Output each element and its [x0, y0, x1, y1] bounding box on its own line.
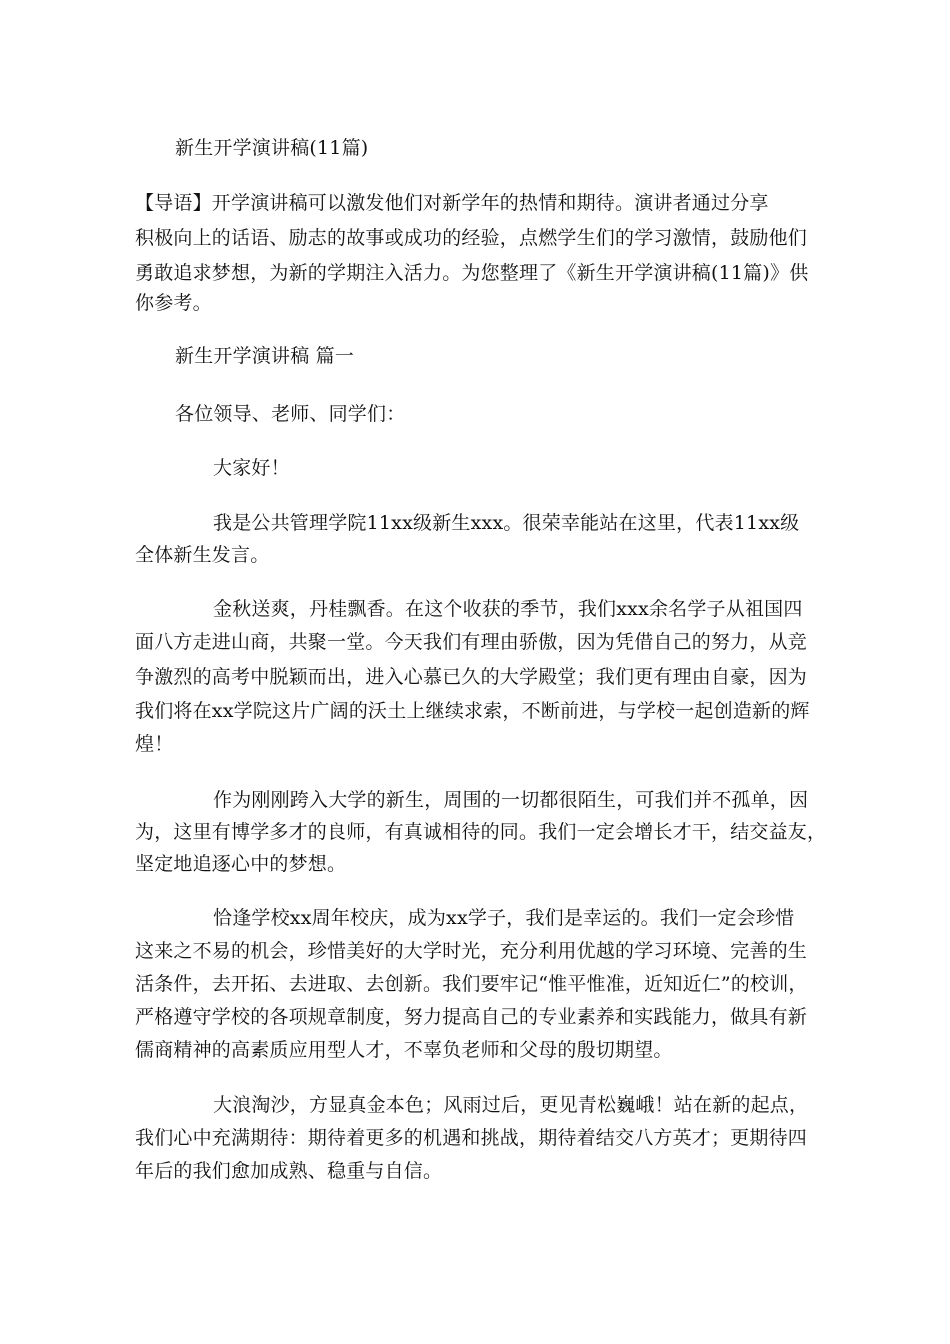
paragraph-line: 为，这里有博学多才的良师，有真诚相待的同。我们一定会增长才干，结交益友， [135, 821, 827, 843]
paragraph-line: 我们心中充满期待：期待着更多的机遇和挑战，期待着结交八方英才；更期待四 [135, 1127, 808, 1149]
intro-line: 你参考。 [135, 292, 212, 314]
intro-line: 【导语】开学演讲稿可以激发他们对新学年的热情和期待。演讲者通过分享 [135, 192, 769, 214]
paragraph-line: 全体新生发言。 [135, 544, 270, 566]
paragraph-line: 面八方走进山商，共聚一堂。今天我们有理由骄傲，因为凭借自己的努力，从竞 [135, 631, 808, 653]
paragraph-line: 活条件，去开拓、去进取、去创新。我们要牢记“惟平惟准，近知近仁”的校训， [135, 973, 808, 995]
paragraph-line: 严格遵守学校的各项规章制度，努力提高自己的专业素养和实践能力，做具有新 [135, 1006, 808, 1028]
section-heading: 新生开学演讲稿 篇一 [175, 345, 355, 367]
paragraph-line: 我们将在xx学院这片广阔的沃土上继续求索，不断前进，与学校一起创造新的辉 [135, 700, 810, 722]
paragraph-line: 大浪淘沙，方显真金本色；风雨过后，更见青松巍峨！站在新的起点， [213, 1094, 809, 1116]
paragraph-line: 年后的我们愈加成熟、稳重与自信。 [135, 1160, 443, 1182]
document-title: 新生开学演讲稿(11篇) [175, 137, 369, 159]
paragraph-line: 儒商精神的高素质应用型人才，不辜负老师和父母的殷切期望。 [135, 1039, 673, 1061]
intro-line: 勇敢追求梦想，为新的学期注入活力。为您整理了《新生开学演讲稿(11篇)》供 [135, 262, 809, 284]
paragraph-line: 作为刚刚跨入大学的新生，周围的一切都很陌生，可我们并不孤单，因 [213, 789, 809, 811]
greeting: 大家好！ [213, 457, 290, 479]
paragraph-line: 金秋送爽，丹桂飘香。在这个收获的季节，我们xxx余名学子从祖国四 [213, 598, 803, 620]
intro-line: 积极向上的话语、励志的故事或成功的经验，点燃学生们的学习激情，鼓励他们 [135, 227, 808, 249]
paragraph-line: 我是公共管理学院11xx级新生xxx。很荣幸能站在这里，代表11xx级 [213, 512, 800, 534]
paragraph-line: 煌！ [135, 733, 174, 755]
paragraph-line: 这来之不易的机会，珍惜美好的大学时光，充分利用优越的学习环境、完善的生 [135, 940, 808, 962]
paragraph-line: 争激烈的高考中脱颖而出，进入心慕已久的大学殿堂；我们更有理由自豪，因为 [135, 666, 808, 688]
paragraph-line: 坚定地追逐心中的梦想。 [135, 853, 347, 875]
paragraph-line: 恰逢学校xx周年校庆，成为xx学子，我们是幸运的。我们一定会珍惜 [213, 907, 795, 929]
salutation: 各位领导、老师、同学们： [175, 403, 406, 425]
